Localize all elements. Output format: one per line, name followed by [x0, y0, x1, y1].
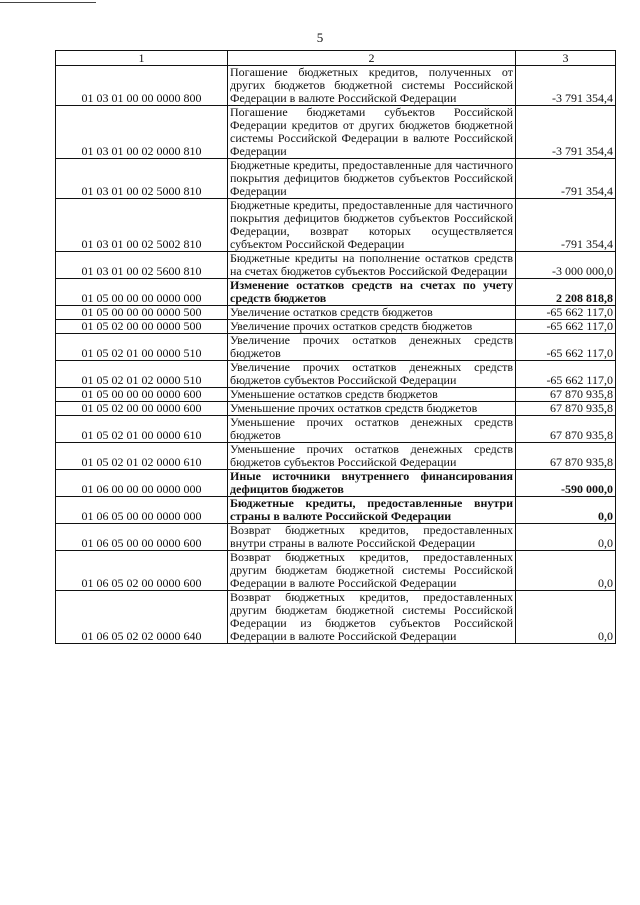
row-code: 01 06 05 00 00 0000 000 [56, 497, 228, 524]
column-header-name: 2 [228, 51, 516, 66]
table-row [56, 66, 616, 106]
row-code: 01 05 02 01 02 0000 610 [56, 443, 228, 470]
row-code: 01 06 00 00 00 0000 000 [56, 470, 228, 497]
page-number: 5 [316, 30, 324, 45]
row-code: 01 06 05 02 02 0000 640 [56, 591, 228, 644]
row-amount: 2 208 818,8 [516, 279, 616, 306]
row-amount: 67 870 935,8 [516, 416, 616, 443]
row-name: Бюджетные кредиты на пополнение остатков средств на счетах бюджетов субъектов Российской Федерации [228, 252, 516, 279]
row-amount: 67 870 935,8 [516, 443, 616, 470]
row-amount: 67 870 935,8 [516, 402, 616, 416]
table-row [56, 388, 616, 402]
row-amount: 0,0 [516, 591, 616, 644]
column-header-code: 1 [56, 51, 228, 66]
row-name: Иные источники внутреннего финансирования дефицитов бюджетов [228, 470, 516, 497]
row-amount: -3 000 000,0 [516, 252, 616, 279]
row-name: Уменьшение прочих остатков денежных средств бюджетов субъектов Российской Федерации [228, 443, 516, 470]
corner-mark [0, 2, 96, 3]
row-code: 01 03 01 00 02 5002 810 [56, 199, 228, 252]
row-amount: -3 791 354,4 [516, 106, 616, 159]
row-amount: -65 662 117,0 [516, 320, 616, 334]
row-name: Увеличение прочих остатков денежных средств бюджетов субъектов Российской Федерации [228, 361, 516, 388]
budget-sources-table [55, 50, 616, 644]
table-row [56, 402, 616, 416]
table-row [56, 279, 616, 306]
row-name: Увеличение прочих остатков средств бюджетов [228, 320, 516, 334]
row-code: 01 03 01 00 02 0000 810 [56, 106, 228, 159]
row-code: 01 05 02 01 00 0000 510 [56, 334, 228, 361]
table-row [56, 199, 616, 252]
row-code: 01 05 02 01 02 0000 510 [56, 361, 228, 388]
row-code: 01 03 01 00 02 5000 810 [56, 159, 228, 199]
row-name: Возврат бюджетных кредитов, предоставленных внутри страны в валюте Российской Федерации [228, 524, 516, 551]
table-row [56, 334, 616, 361]
row-name: Уменьшение прочих остатков денежных средств бюджетов [228, 416, 516, 443]
table-row [56, 443, 616, 470]
row-amount: -3 791 354,4 [516, 66, 616, 106]
row-code: 01 05 02 01 00 0000 610 [56, 416, 228, 443]
row-amount: -590 000,0 [516, 470, 616, 497]
row-name: Погашение бюджетных кредитов, полученных от других бюджетов бюджетной системы Российской Федерации в валюте Российской Федерации [228, 66, 516, 106]
row-name: Погашение бюджетами субъектов Российской Федерации кредитов от других бюджетов бюджетной системы Российской Федерации в валюте Российской Федерации [228, 106, 516, 159]
row-amount: 0,0 [516, 524, 616, 551]
table-row [56, 252, 616, 279]
table-row [56, 497, 616, 524]
row-amount: -65 662 117,0 [516, 361, 616, 388]
row-code: 01 06 05 00 00 0000 600 [56, 524, 228, 551]
table-row [56, 106, 616, 159]
row-code: 01 03 01 00 00 0000 800 [56, 66, 228, 106]
row-code: 01 05 00 00 00 0000 000 [56, 279, 228, 306]
row-name: Бюджетные кредиты, предоставленные для частичного покрытия дефицитов бюджетов субъектов Российской Федерации, возврат которых осуществляется субъектом Российской Федерации [228, 199, 516, 252]
table-header-row [56, 51, 616, 66]
column-header-amount: 3 [516, 51, 616, 66]
row-name: Уменьшение остатков средств бюджетов [228, 388, 516, 402]
row-amount: -65 662 117,0 [516, 334, 616, 361]
table-row [56, 524, 616, 551]
row-name: Возврат бюджетных кредитов, предоставленных другим бюджетам бюджетной системы Российской Федерации в валюте Российской Федерации [228, 551, 516, 591]
table-row [56, 159, 616, 199]
table-row [56, 551, 616, 591]
row-code: 01 05 00 00 00 0000 500 [56, 306, 228, 320]
row-amount: 0,0 [516, 497, 616, 524]
row-code: 01 03 01 00 02 5600 810 [56, 252, 228, 279]
table-row [56, 306, 616, 320]
table-row [56, 591, 616, 644]
row-code: 01 05 02 00 00 0000 600 [56, 402, 228, 416]
row-amount: -791 354,4 [516, 159, 616, 199]
row-amount: 67 870 935,8 [516, 388, 616, 402]
table-row [56, 470, 616, 497]
row-code: 01 05 00 00 00 0000 600 [56, 388, 228, 402]
table-row [56, 361, 616, 388]
row-code: 01 06 05 02 00 0000 600 [56, 551, 228, 591]
table-row [56, 320, 616, 334]
row-amount: 0,0 [516, 551, 616, 591]
row-name: Возврат бюджетных кредитов, предоставленных другим бюджетам бюджетной системы Российской Федерации из бюджетов субъектов Российской Федерации в валюте Российской Федерации [228, 591, 516, 644]
row-name: Бюджетные кредиты, предоставленные для частичного покрытия дефицитов бюджетов субъектов Российской Федерации [228, 159, 516, 199]
table-row [56, 416, 616, 443]
row-name: Изменение остатков средств на счетах по учету средств бюджетов [228, 279, 516, 306]
row-name: Увеличение остатков средств бюджетов [228, 306, 516, 320]
row-name: Уменьшение прочих остатков средств бюджетов [228, 402, 516, 416]
row-code: 01 05 02 00 00 0000 500 [56, 320, 228, 334]
row-amount: -65 662 117,0 [516, 306, 616, 320]
row-name: Бюджетные кредиты, предоставленные внутри страны в валюте Российской Федерации [228, 497, 516, 524]
row-amount: -791 354,4 [516, 199, 616, 252]
row-name: Увеличение прочих остатков денежных средств бюджетов [228, 334, 516, 361]
